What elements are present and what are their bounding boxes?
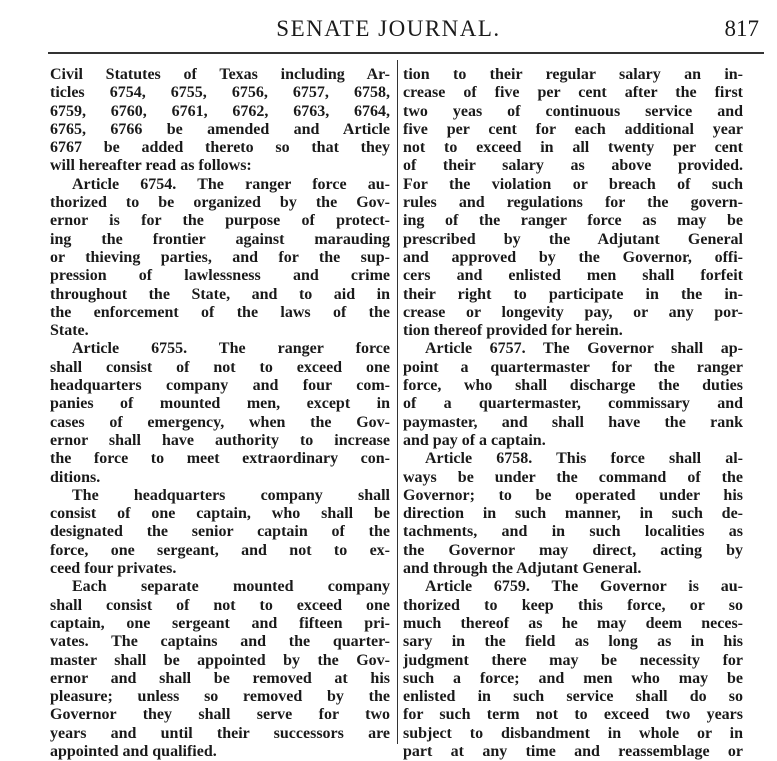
text-line: designated the senior captain of the bbox=[50, 523, 390, 541]
text-line: 6765, 6766 be amended and Article bbox=[50, 120, 390, 138]
left-column bbox=[50, 66, 390, 761]
text-line: paymaster, and shall have the rank bbox=[403, 413, 743, 431]
text-line: shall consist of not to exceed one bbox=[50, 596, 390, 614]
page-number: 817 bbox=[724, 16, 759, 41]
text-line: ceed four privates. bbox=[50, 560, 177, 578]
text-line: part at any time and reassemblage or bbox=[403, 742, 743, 760]
text-line: Governor; to be operated under his bbox=[403, 486, 743, 504]
text-line: force, one sergeant, and not to ex- bbox=[50, 541, 390, 559]
text-line: crease or longevity pay, or any por- bbox=[403, 303, 743, 321]
text-line: of their salary as above provided. bbox=[403, 157, 743, 175]
text-line: ernor shall have authority to increase bbox=[50, 431, 390, 449]
text-line: crease of five per cent after the first bbox=[403, 84, 743, 102]
text-line: or thieving parties, and for the sup- bbox=[50, 248, 390, 266]
text-line: captain, one sergeant and fifteen pri- bbox=[50, 614, 390, 632]
text-line: pression of lawlessness and crime bbox=[50, 267, 390, 285]
text-line: vates. The captains and the quarter- bbox=[50, 633, 390, 651]
text-line: two yeas of continuous service and bbox=[403, 102, 743, 120]
text-line: ernor and shall be removed at his bbox=[50, 669, 390, 687]
text-line: appointed and qualified. bbox=[50, 742, 217, 760]
running-head: SENATE JOURNAL. bbox=[276, 16, 501, 41]
text-line: such a force; and men who may be bbox=[403, 669, 743, 687]
text-line: throughout the State, and to aid in bbox=[50, 285, 390, 303]
text-line: the force to meet extraordinary con- bbox=[50, 450, 390, 468]
text-line: ticles 6754, 6755, 6756, 6757, 6758, bbox=[50, 84, 390, 102]
text-line: will hereafter read as follows: bbox=[50, 157, 252, 175]
text-line: pleasure; unless so removed by the bbox=[50, 688, 390, 706]
text-line: judgment there may be necessity for bbox=[403, 651, 743, 669]
text-line: Article 6759. The Governor is au- bbox=[425, 578, 743, 596]
text-line: State. bbox=[50, 322, 89, 340]
text-line: ernor is for the purpose of protect- bbox=[50, 212, 390, 230]
text-line: prescribed by the Adjutant General bbox=[403, 230, 743, 248]
right-column bbox=[403, 66, 743, 761]
text-line: and approved by the Governor, offi- bbox=[403, 248, 743, 266]
text-line: thorized to keep this force, or so bbox=[403, 596, 743, 614]
text-line: Article 6757. The Governor shall ap- bbox=[425, 340, 743, 358]
text-line: 6767 be added thereto so that they bbox=[50, 139, 390, 157]
text-line: and pay of a captain. bbox=[403, 431, 546, 449]
text-line: tachments, and in such localities as bbox=[403, 523, 743, 541]
text-line: For the violation or breach of such bbox=[403, 175, 743, 193]
text-line: point a quartermaster for the ranger bbox=[403, 358, 743, 376]
text-line: for such term not to exceed two years bbox=[403, 706, 743, 724]
text-line: Article 6758. This force shall al- bbox=[425, 450, 743, 468]
text-line: master shall be appointed by the Gov- bbox=[50, 651, 390, 669]
text-line: rules and regulations for the govern- bbox=[403, 194, 743, 212]
text-line: thorized to be organized by the Gov- bbox=[50, 194, 390, 212]
text-line: shall consist of not to exceed one bbox=[50, 358, 390, 376]
text-line: 6759, 6760, 6761, 6762, 6763, 6764, bbox=[50, 102, 390, 120]
text-line: direction in such manner, in such de- bbox=[403, 505, 743, 523]
text-line: panies of mounted men, except in bbox=[50, 395, 390, 413]
text-line: their right to participate in the in- bbox=[403, 285, 743, 303]
text-line: and through the Adjutant General. bbox=[403, 560, 642, 578]
text-line: Article 6754. The ranger force au- bbox=[72, 175, 390, 193]
text-line: much thereof as he may deem neces- bbox=[403, 614, 743, 632]
text-line: Civil Statutes of Texas including Ar- bbox=[50, 66, 390, 83]
text-line: force, who shall discharge the duties bbox=[403, 377, 743, 395]
text-line: consist of one captain, who shall be bbox=[50, 505, 390, 523]
text-line: tion thereof provided for herein. bbox=[403, 322, 623, 340]
text-line: five per cent for each additional year bbox=[403, 120, 743, 138]
text-line: ing the frontier against marauding bbox=[50, 230, 390, 248]
text-line: cases of emergency, when the Gov- bbox=[50, 413, 390, 431]
text-line: Each separate mounted company bbox=[72, 578, 390, 596]
text-line: enlisted in such service shall do so bbox=[403, 688, 743, 706]
text-line: subject to disbandment in whole or in bbox=[403, 724, 743, 742]
text-line: not to exceed in all twenty per cent bbox=[403, 139, 743, 157]
text-line: the Governor may direct, acting by bbox=[403, 541, 743, 559]
text-line: headquarters company and four com- bbox=[50, 377, 390, 395]
text-line: ways be under the command of the bbox=[403, 468, 743, 486]
text-line: Article 6755. The ranger force bbox=[72, 340, 390, 358]
text-line: tion to their regular salary an in- bbox=[403, 66, 743, 83]
text-line: The headquarters company shall bbox=[72, 486, 390, 504]
text-line: of a quartermaster, commissary and bbox=[403, 395, 743, 413]
text-line: Governor they shall serve for two bbox=[50, 706, 390, 724]
text-line: ing of the ranger force as may be bbox=[403, 212, 743, 230]
text-line: cers and enlisted men shall forfeit bbox=[403, 267, 743, 285]
text-line: the enforcement of the laws of the bbox=[50, 303, 390, 321]
text-line: sary in the field as long as in his bbox=[403, 633, 743, 651]
text-line: years and until their successors are bbox=[50, 724, 390, 742]
column-divider bbox=[397, 60, 398, 744]
text-line: ditions. bbox=[50, 468, 101, 486]
header-rule bbox=[48, 52, 764, 54]
